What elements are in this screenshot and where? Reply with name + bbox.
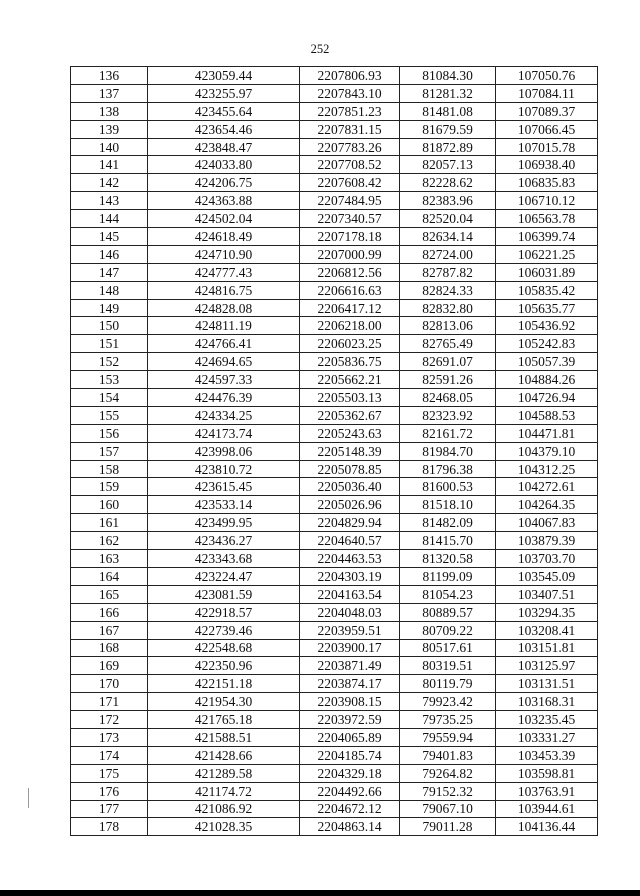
y-coordinate-cell: 2206417.12	[300, 299, 400, 317]
point-id-cell: 148	[71, 281, 148, 299]
table-row	[71, 711, 598, 729]
b-coordinate-cell: 107084.11	[496, 84, 598, 102]
b-coordinate-cell: 103407.51	[496, 585, 598, 603]
x-coordinate-cell: 424766.41	[148, 335, 300, 353]
y-coordinate-cell: 2204672.12	[300, 800, 400, 818]
x-coordinate-cell: 424816.75	[148, 281, 300, 299]
x-coordinate-cell: 423848.47	[148, 138, 300, 156]
point-id-cell: 168	[71, 639, 148, 657]
table-row	[71, 67, 598, 85]
y-coordinate-cell: 2204829.94	[300, 514, 400, 532]
point-id-cell: 156	[71, 424, 148, 442]
point-id-cell: 176	[71, 782, 148, 800]
point-id-cell: 162	[71, 532, 148, 550]
b-coordinate-cell: 106221.25	[496, 245, 598, 263]
y-coordinate-cell: 2207783.26	[300, 138, 400, 156]
y-coordinate-cell: 2204329.18	[300, 764, 400, 782]
page-number: 252	[310, 42, 330, 56]
b-coordinate-cell: 106835.83	[496, 174, 598, 192]
b-coordinate-cell: 104471.81	[496, 424, 598, 442]
y-coordinate-cell: 2207340.57	[300, 210, 400, 228]
y-coordinate-cell: 2204163.54	[300, 585, 400, 603]
b-coordinate-cell: 103453.39	[496, 746, 598, 764]
a-coordinate-cell: 82634.14	[400, 228, 496, 246]
a-coordinate-cell: 82383.96	[400, 192, 496, 210]
a-coordinate-cell: 82520.04	[400, 210, 496, 228]
point-id-cell: 165	[71, 585, 148, 603]
x-coordinate-cell: 424476.39	[148, 389, 300, 407]
y-coordinate-cell: 2204065.89	[300, 728, 400, 746]
b-coordinate-cell: 103294.35	[496, 603, 598, 621]
x-coordinate-cell: 424173.74	[148, 424, 300, 442]
point-id-cell: 160	[71, 496, 148, 514]
margin-mark	[28, 788, 29, 808]
y-coordinate-cell: 2203874.17	[300, 675, 400, 693]
x-coordinate-cell: 423615.45	[148, 478, 300, 496]
x-coordinate-cell: 421588.51	[148, 728, 300, 746]
a-coordinate-cell: 81518.10	[400, 496, 496, 514]
b-coordinate-cell: 103598.81	[496, 764, 598, 782]
point-id-cell: 136	[71, 67, 148, 85]
point-id-cell: 173	[71, 728, 148, 746]
x-coordinate-cell: 423533.14	[148, 496, 300, 514]
a-coordinate-cell: 81872.89	[400, 138, 496, 156]
x-coordinate-cell: 422918.57	[148, 603, 300, 621]
table-row	[71, 335, 598, 353]
b-coordinate-cell: 103545.09	[496, 567, 598, 585]
y-coordinate-cell: 2207000.99	[300, 245, 400, 263]
x-coordinate-cell: 424694.65	[148, 353, 300, 371]
y-coordinate-cell: 2204048.03	[300, 603, 400, 621]
x-coordinate-cell: 423654.46	[148, 120, 300, 138]
b-coordinate-cell: 103879.39	[496, 532, 598, 550]
a-coordinate-cell: 82824.33	[400, 281, 496, 299]
a-coordinate-cell: 82161.72	[400, 424, 496, 442]
table-row	[71, 800, 598, 818]
table-row	[71, 621, 598, 639]
a-coordinate-cell: 81281.32	[400, 84, 496, 102]
b-coordinate-cell: 106031.89	[496, 263, 598, 281]
point-id-cell: 140	[71, 138, 148, 156]
y-coordinate-cell: 2203959.51	[300, 621, 400, 639]
x-coordinate-cell: 424618.49	[148, 228, 300, 246]
table-row	[71, 585, 598, 603]
table-row	[71, 675, 598, 693]
table-row	[71, 174, 598, 192]
x-coordinate-cell: 422350.96	[148, 657, 300, 675]
a-coordinate-cell: 81320.58	[400, 550, 496, 568]
y-coordinate-cell: 2205662.21	[300, 371, 400, 389]
table-row	[71, 424, 598, 442]
y-coordinate-cell: 2204640.57	[300, 532, 400, 550]
y-coordinate-cell: 2203900.17	[300, 639, 400, 657]
b-coordinate-cell: 105057.39	[496, 353, 598, 371]
point-id-cell: 178	[71, 818, 148, 836]
x-coordinate-cell: 423224.47	[148, 567, 300, 585]
table-row	[71, 317, 598, 335]
table-row	[71, 84, 598, 102]
b-coordinate-cell: 103125.97	[496, 657, 598, 675]
table-row	[71, 228, 598, 246]
x-coordinate-cell: 421086.92	[148, 800, 300, 818]
x-coordinate-cell: 423343.68	[148, 550, 300, 568]
a-coordinate-cell: 81796.38	[400, 460, 496, 478]
x-coordinate-cell: 424597.33	[148, 371, 300, 389]
a-coordinate-cell: 82691.07	[400, 353, 496, 371]
b-coordinate-cell: 106399.74	[496, 228, 598, 246]
x-coordinate-cell: 424828.08	[148, 299, 300, 317]
x-coordinate-cell: 421028.35	[148, 818, 300, 836]
a-coordinate-cell: 81482.09	[400, 514, 496, 532]
a-coordinate-cell: 80889.57	[400, 603, 496, 621]
x-coordinate-cell: 421289.58	[148, 764, 300, 782]
table-row	[71, 532, 598, 550]
a-coordinate-cell: 80517.61	[400, 639, 496, 657]
a-coordinate-cell: 81679.59	[400, 120, 496, 138]
a-coordinate-cell: 79401.83	[400, 746, 496, 764]
table-row	[71, 514, 598, 532]
point-id-cell: 159	[71, 478, 148, 496]
x-coordinate-cell: 424206.75	[148, 174, 300, 192]
x-coordinate-cell: 421765.18	[148, 711, 300, 729]
a-coordinate-cell: 81415.70	[400, 532, 496, 550]
b-coordinate-cell: 107066.45	[496, 120, 598, 138]
y-coordinate-cell: 2205148.39	[300, 442, 400, 460]
x-coordinate-cell: 423455.64	[148, 102, 300, 120]
b-coordinate-cell: 105635.77	[496, 299, 598, 317]
point-id-cell: 141	[71, 156, 148, 174]
point-id-cell: 152	[71, 353, 148, 371]
point-id-cell: 163	[71, 550, 148, 568]
x-coordinate-cell: 422739.46	[148, 621, 300, 639]
a-coordinate-cell: 82832.80	[400, 299, 496, 317]
y-coordinate-cell: 2206023.25	[300, 335, 400, 353]
y-coordinate-cell: 2206812.56	[300, 263, 400, 281]
a-coordinate-cell: 79923.42	[400, 693, 496, 711]
a-coordinate-cell: 82765.49	[400, 335, 496, 353]
b-coordinate-cell: 104379.10	[496, 442, 598, 460]
table-row	[71, 567, 598, 585]
table-row	[71, 102, 598, 120]
b-coordinate-cell: 106938.40	[496, 156, 598, 174]
a-coordinate-cell: 80319.51	[400, 657, 496, 675]
table-row	[71, 693, 598, 711]
table-row	[71, 728, 598, 746]
a-coordinate-cell: 82228.62	[400, 174, 496, 192]
point-id-cell: 172	[71, 711, 148, 729]
y-coordinate-cell: 2205078.85	[300, 460, 400, 478]
table-row	[71, 639, 598, 657]
b-coordinate-cell: 104136.44	[496, 818, 598, 836]
a-coordinate-cell: 82323.92	[400, 406, 496, 424]
x-coordinate-cell: 424777.43	[148, 263, 300, 281]
point-id-cell: 144	[71, 210, 148, 228]
table-row	[71, 657, 598, 675]
y-coordinate-cell: 2207608.42	[300, 174, 400, 192]
a-coordinate-cell: 81084.30	[400, 67, 496, 85]
point-id-cell: 171	[71, 693, 148, 711]
x-coordinate-cell: 423499.95	[148, 514, 300, 532]
b-coordinate-cell: 103235.45	[496, 711, 598, 729]
y-coordinate-cell: 2204863.14	[300, 818, 400, 836]
point-id-cell: 167	[71, 621, 148, 639]
point-id-cell: 175	[71, 764, 148, 782]
a-coordinate-cell: 82787.82	[400, 263, 496, 281]
b-coordinate-cell: 106563.78	[496, 210, 598, 228]
table-row	[71, 818, 598, 836]
b-coordinate-cell: 104588.53	[496, 406, 598, 424]
table-row	[71, 764, 598, 782]
point-id-cell: 154	[71, 389, 148, 407]
x-coordinate-cell: 422151.18	[148, 675, 300, 693]
point-id-cell: 166	[71, 603, 148, 621]
table-row	[71, 550, 598, 568]
point-id-cell: 147	[71, 263, 148, 281]
y-coordinate-cell: 2205026.96	[300, 496, 400, 514]
table-row	[71, 138, 598, 156]
point-id-cell: 139	[71, 120, 148, 138]
a-coordinate-cell: 82724.00	[400, 245, 496, 263]
x-coordinate-cell: 424502.04	[148, 210, 300, 228]
table-row	[71, 210, 598, 228]
a-coordinate-cell: 82468.05	[400, 389, 496, 407]
y-coordinate-cell: 2207178.18	[300, 228, 400, 246]
a-coordinate-cell: 79735.25	[400, 711, 496, 729]
b-coordinate-cell: 104884.26	[496, 371, 598, 389]
b-coordinate-cell: 105835.42	[496, 281, 598, 299]
a-coordinate-cell: 79152.32	[400, 782, 496, 800]
point-id-cell: 161	[71, 514, 148, 532]
b-coordinate-cell: 103331.27	[496, 728, 598, 746]
x-coordinate-cell: 422548.68	[148, 639, 300, 657]
table-row	[71, 353, 598, 371]
table-row	[71, 460, 598, 478]
y-coordinate-cell: 2207831.15	[300, 120, 400, 138]
table-row	[71, 192, 598, 210]
y-coordinate-cell: 2205036.40	[300, 478, 400, 496]
point-id-cell: 137	[71, 84, 148, 102]
table-row	[71, 245, 598, 263]
point-id-cell: 158	[71, 460, 148, 478]
y-coordinate-cell: 2203972.59	[300, 711, 400, 729]
x-coordinate-cell: 421954.30	[148, 693, 300, 711]
x-coordinate-cell: 424033.80	[148, 156, 300, 174]
a-coordinate-cell: 81054.23	[400, 585, 496, 603]
a-coordinate-cell: 79067.10	[400, 800, 496, 818]
b-coordinate-cell: 104312.25	[496, 460, 598, 478]
point-id-cell: 142	[71, 174, 148, 192]
y-coordinate-cell: 2206218.00	[300, 317, 400, 335]
x-coordinate-cell: 424363.88	[148, 192, 300, 210]
x-coordinate-cell: 423081.59	[148, 585, 300, 603]
x-coordinate-cell: 423810.72	[148, 460, 300, 478]
y-coordinate-cell: 2205243.63	[300, 424, 400, 442]
y-coordinate-cell: 2206616.63	[300, 281, 400, 299]
point-id-cell: 151	[71, 335, 148, 353]
y-coordinate-cell: 2207708.52	[300, 156, 400, 174]
point-id-cell: 149	[71, 299, 148, 317]
b-coordinate-cell: 104067.83	[496, 514, 598, 532]
a-coordinate-cell: 80709.22	[400, 621, 496, 639]
a-coordinate-cell: 82813.06	[400, 317, 496, 335]
table-row	[71, 406, 598, 424]
coordinates-table	[70, 66, 598, 836]
b-coordinate-cell: 104264.35	[496, 496, 598, 514]
a-coordinate-cell: 81600.53	[400, 478, 496, 496]
b-coordinate-cell: 106710.12	[496, 192, 598, 210]
b-coordinate-cell: 107050.76	[496, 67, 598, 85]
b-coordinate-cell: 104272.61	[496, 478, 598, 496]
table-body	[71, 67, 598, 836]
y-coordinate-cell: 2204463.53	[300, 550, 400, 568]
table-row	[71, 442, 598, 460]
x-coordinate-cell: 421174.72	[148, 782, 300, 800]
y-coordinate-cell: 2205362.67	[300, 406, 400, 424]
b-coordinate-cell: 103208.41	[496, 621, 598, 639]
point-id-cell: 177	[71, 800, 148, 818]
x-coordinate-cell: 423255.97	[148, 84, 300, 102]
b-coordinate-cell: 105242.83	[496, 335, 598, 353]
table-row	[71, 120, 598, 138]
b-coordinate-cell: 104726.94	[496, 389, 598, 407]
y-coordinate-cell: 2205503.13	[300, 389, 400, 407]
y-coordinate-cell: 2203908.15	[300, 693, 400, 711]
x-coordinate-cell: 424710.90	[148, 245, 300, 263]
a-coordinate-cell: 82057.13	[400, 156, 496, 174]
x-coordinate-cell: 423059.44	[148, 67, 300, 85]
a-coordinate-cell: 79011.28	[400, 818, 496, 836]
x-coordinate-cell: 424334.25	[148, 406, 300, 424]
b-coordinate-cell: 103944.61	[496, 800, 598, 818]
table-row	[71, 281, 598, 299]
bottom-border	[0, 890, 640, 896]
b-coordinate-cell: 103703.70	[496, 550, 598, 568]
table-row	[71, 156, 598, 174]
y-coordinate-cell: 2207851.23	[300, 102, 400, 120]
y-coordinate-cell: 2204492.66	[300, 782, 400, 800]
point-id-cell: 153	[71, 371, 148, 389]
point-id-cell: 174	[71, 746, 148, 764]
b-coordinate-cell: 107015.78	[496, 138, 598, 156]
point-id-cell: 145	[71, 228, 148, 246]
point-id-cell: 150	[71, 317, 148, 335]
b-coordinate-cell: 103168.31	[496, 693, 598, 711]
table-row	[71, 496, 598, 514]
y-coordinate-cell: 2207843.10	[300, 84, 400, 102]
a-coordinate-cell: 79264.82	[400, 764, 496, 782]
a-coordinate-cell: 82591.26	[400, 371, 496, 389]
b-coordinate-cell: 103151.81	[496, 639, 598, 657]
table-row	[71, 603, 598, 621]
b-coordinate-cell: 107089.37	[496, 102, 598, 120]
point-id-cell: 164	[71, 567, 148, 585]
table-row	[71, 263, 598, 281]
x-coordinate-cell: 423436.27	[148, 532, 300, 550]
a-coordinate-cell: 81984.70	[400, 442, 496, 460]
y-coordinate-cell: 2204303.19	[300, 567, 400, 585]
y-coordinate-cell: 2203871.49	[300, 657, 400, 675]
point-id-cell: 146	[71, 245, 148, 263]
a-coordinate-cell: 80119.79	[400, 675, 496, 693]
table-row	[71, 782, 598, 800]
y-coordinate-cell: 2207484.95	[300, 192, 400, 210]
point-id-cell: 157	[71, 442, 148, 460]
b-coordinate-cell: 105436.92	[496, 317, 598, 335]
a-coordinate-cell: 81481.08	[400, 102, 496, 120]
x-coordinate-cell: 424811.19	[148, 317, 300, 335]
table-row	[71, 371, 598, 389]
y-coordinate-cell: 2205836.75	[300, 353, 400, 371]
b-coordinate-cell: 103763.91	[496, 782, 598, 800]
table-row	[71, 389, 598, 407]
point-id-cell: 155	[71, 406, 148, 424]
a-coordinate-cell: 81199.09	[400, 567, 496, 585]
table-row	[71, 478, 598, 496]
a-coordinate-cell: 79559.94	[400, 728, 496, 746]
b-coordinate-cell: 103131.51	[496, 675, 598, 693]
x-coordinate-cell: 421428.66	[148, 746, 300, 764]
point-id-cell: 138	[71, 102, 148, 120]
point-id-cell: 143	[71, 192, 148, 210]
point-id-cell: 170	[71, 675, 148, 693]
y-coordinate-cell: 2204185.74	[300, 746, 400, 764]
point-id-cell: 169	[71, 657, 148, 675]
y-coordinate-cell: 2207806.93	[300, 67, 400, 85]
table-row	[71, 746, 598, 764]
table-row	[71, 299, 598, 317]
x-coordinate-cell: 423998.06	[148, 442, 300, 460]
